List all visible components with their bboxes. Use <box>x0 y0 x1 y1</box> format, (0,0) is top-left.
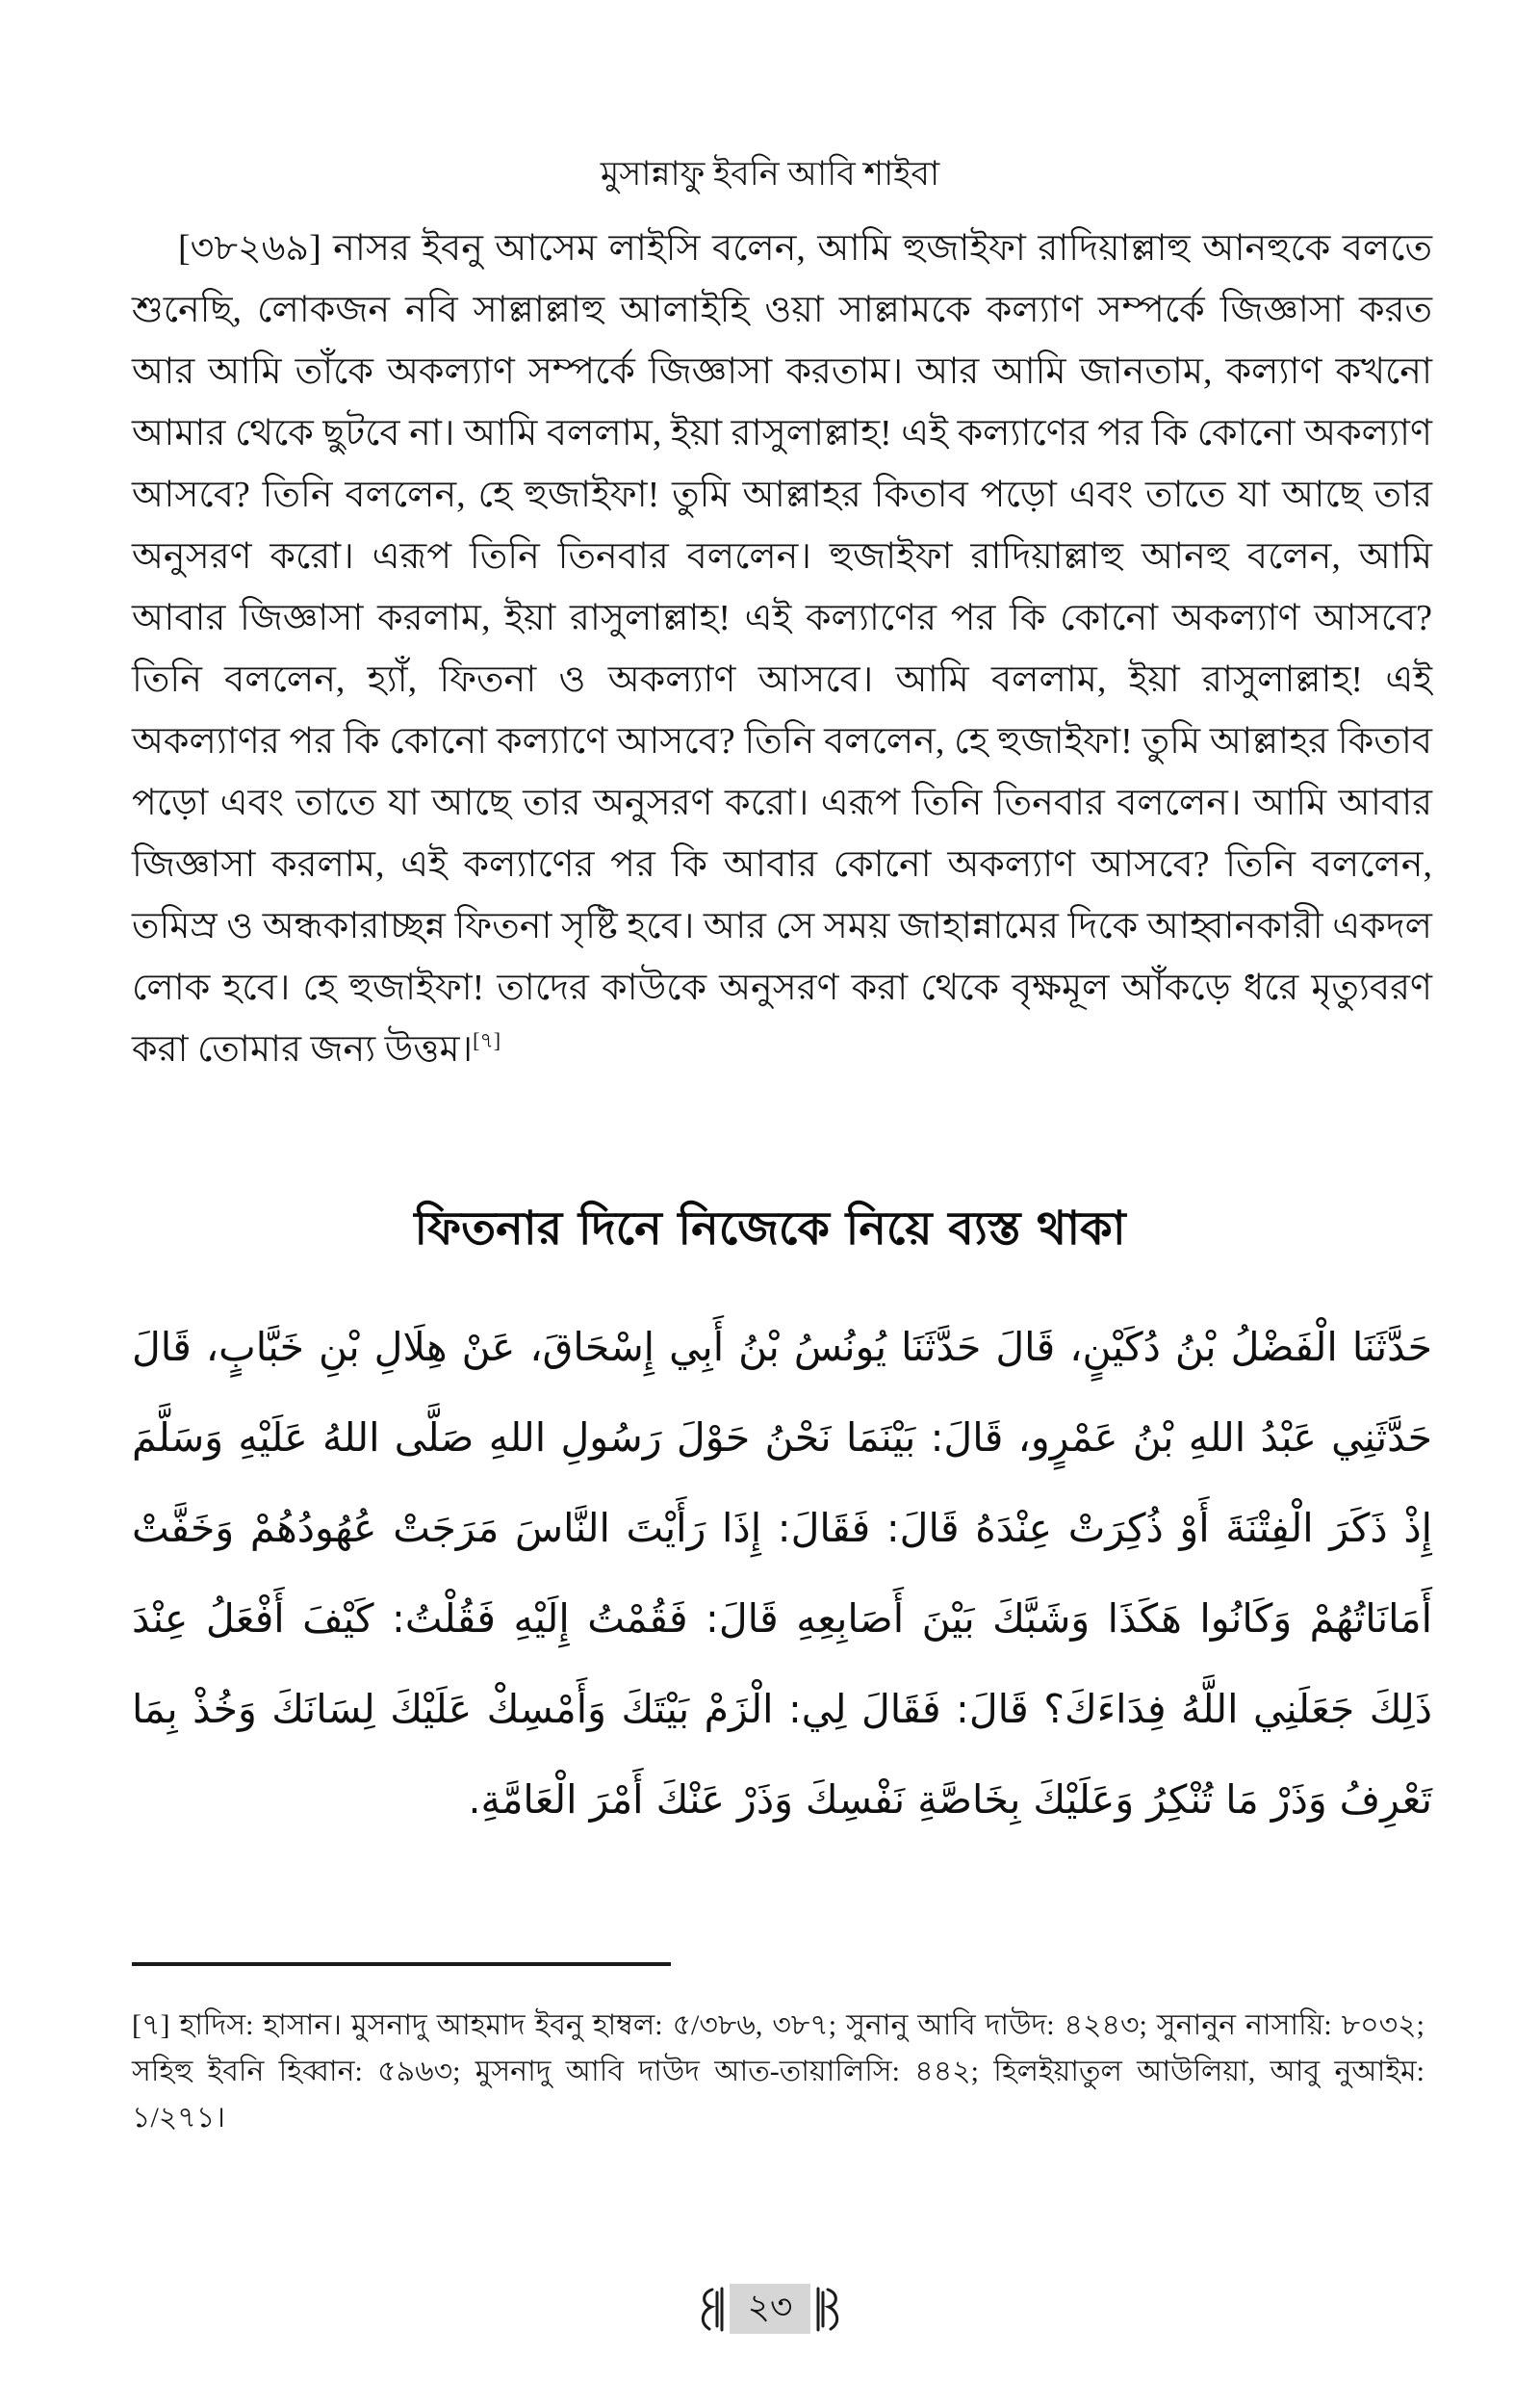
page-footer <box>0 2284 1540 2334</box>
footnote-marker: [৭] <box>132 2009 170 2041</box>
section-heading: ফিতনার দিনে নিজেকে নিয়ে ব্যস্ত থাকা <box>414 1202 1126 1255</box>
hadith-paragraph <box>132 218 1432 1080</box>
arabic-hadith-text: حَدَّثَنَا الْفَضْلُ بْنُ دُكَيْنٍ، قَالَ حَدَّثَنَا يُونُسُ بْنُ أَبِي إِسْحَاقَ، عَنْ هِلَالِ بْنِ خَبَّابٍ، قَالَ حَدَّثَنِي عَبْدُ اللهِ بْنُ عَمْرٍو، قَالَ: بَيْنَمَا نَحْنُ حَوْلَ رَسُولِ اللهِ صَلَّى اللهُ عَلَيْهِ وَسَلَّمَ إِذْ ذَكَرَ الْفِتْنَةَ أَوْ ذُكِرَتْ عِنْدَهُ قَالَ: فَقَالَ: إِذَا رَأَيْتَ النَّاسَ مَرَجَتْ عُهُودُهُمْ وَخَفَّتْ أَمَانَاتُهُمْ وَكَانُوا هَكَذَا وَشَبَّكَ بَيْنَ أَصَابِعِهِ قَالَ: فَقُمْتُ إِلَيْهِ فَقُلْتُ: كَيْفَ أَفْعَلُ عِنْدَ ذَلِكَ جَعَلَنِي اللَّهُ فِدَاءَكَ؟ قَالَ: فَقَالَ لِي: الْزَمْ بَيْتَكَ وَأَمْسِكْ عَلَيْكَ لِسَانَكَ وَخُذْ بِمَا تَعْرِفُ وَذَرْ مَا تُنْكِرُ وَعَلَيْكَ بِخَاصَّةِ نَفْسِكَ وَذَرْ عَنْكَ أَمْرَ الْعَامَّةِ. <box>132 1324 1432 1823</box>
footnote-text: হাদিস: হাসান। মুসনাদু আহমাদ ইবনু হাম্বল: ৫/৩৮৬, ৩৮৭; সুনানু আবি দাউদ: ৪২৪৩; সুনানুন নাসায়ি: ৮০৩২; সহিহু ইবনি হিব্বান: ৫৯৬৩; মুসনাদু আবি দাউদ আত-তায়ালিসি: ৪৪২; হিলইয়াতুল আউলিয়া, আবু নুআইম: ১/২৭১। <box>132 2009 1424 2134</box>
page-number: ২৩ <box>730 2284 810 2334</box>
floral-ornament-icon <box>816 2284 849 2334</box>
footnote-divider <box>132 1962 671 1966</box>
hadith-text: [৩৮২৬৯] নাসর ইবনু আসেম লাইসি বলেন, আমি হুজাইফা রাদিয়াল্লাহু আনহুকে বলতে শুনেছি, লোকজন নবি সাল্লাল্লাহু আলাইহি ওয়া সাল্লামকে কল্যাণ সম্পর্কে জিজ্ঞাসা করত আর আমি তাঁকে অকল্যাণ সম্পর্কে জিজ্ঞাসা করতাম। আর আমি জানতাম, কল্যাণ কখনো আমার থেকে ছুটবে না। আমি বললাম, ইয়া রাসুলাল্লাহ! এই কল্যাণের পর কি কোনো অকল্যাণ আসবে? তিনি বললেন, হে হুজাইফা! তুমি আল্লাহর কিতাব পড়ো এবং তাতে যা আছে তার অনুসরণ করো। এরূপ তিনি তিনবার বললেন। হুজাইফা রাদিয়াল্লাহু আনহু বলেন, আমি আবার জিজ্ঞাসা করলাম, ইয়া রাসুলাল্লাহ! এই কল্যাণের পর কি কোনো অকল্যাণ আসবে? তিনি বললেন, হ্যাঁ, ফিতনা ও অকল্যাণ আসবে। আমি বললাম, ইয়া রাসুলাল্লাহ! এই অকল্যাণর পর কি কোনো কল্যাণে আসবে? তিনি বললেন, হে হুজাইফা! তুমি আল্লাহর কিতাব পড়ো এবং তাতে যা আছে তার অনুসরণ করো। এরূপ তিনি তিনবার বললেন। আমি আবার জিজ্ঞাসা করলাম, এই কল্যাণের পর কি আবার কোনো অকল্যাণ আসবে? তিনি বললেন, তমিস্র ও অন্ধকারাচ্ছন্ন ফিতনা সৃষ্টি হবে। আর সে সময় জাহান্নামের দিকে আহ্বানকারী একদল লোক হবে। হে হুজাইফা! তাদের কাউকে অনুসরণ করা থেকে বৃক্ষমূল আঁকড়ে ধরে মৃত্যুবরণ করা তোমার জন্য উত্তম। <box>132 228 1432 1070</box>
footnote <box>132 2003 1424 2141</box>
footnote-reference: [৭] <box>473 1028 501 1052</box>
running-title: মুসান্নাফু ইবনি আবি শাইবা <box>600 155 940 193</box>
floral-ornament-icon <box>691 2284 724 2334</box>
